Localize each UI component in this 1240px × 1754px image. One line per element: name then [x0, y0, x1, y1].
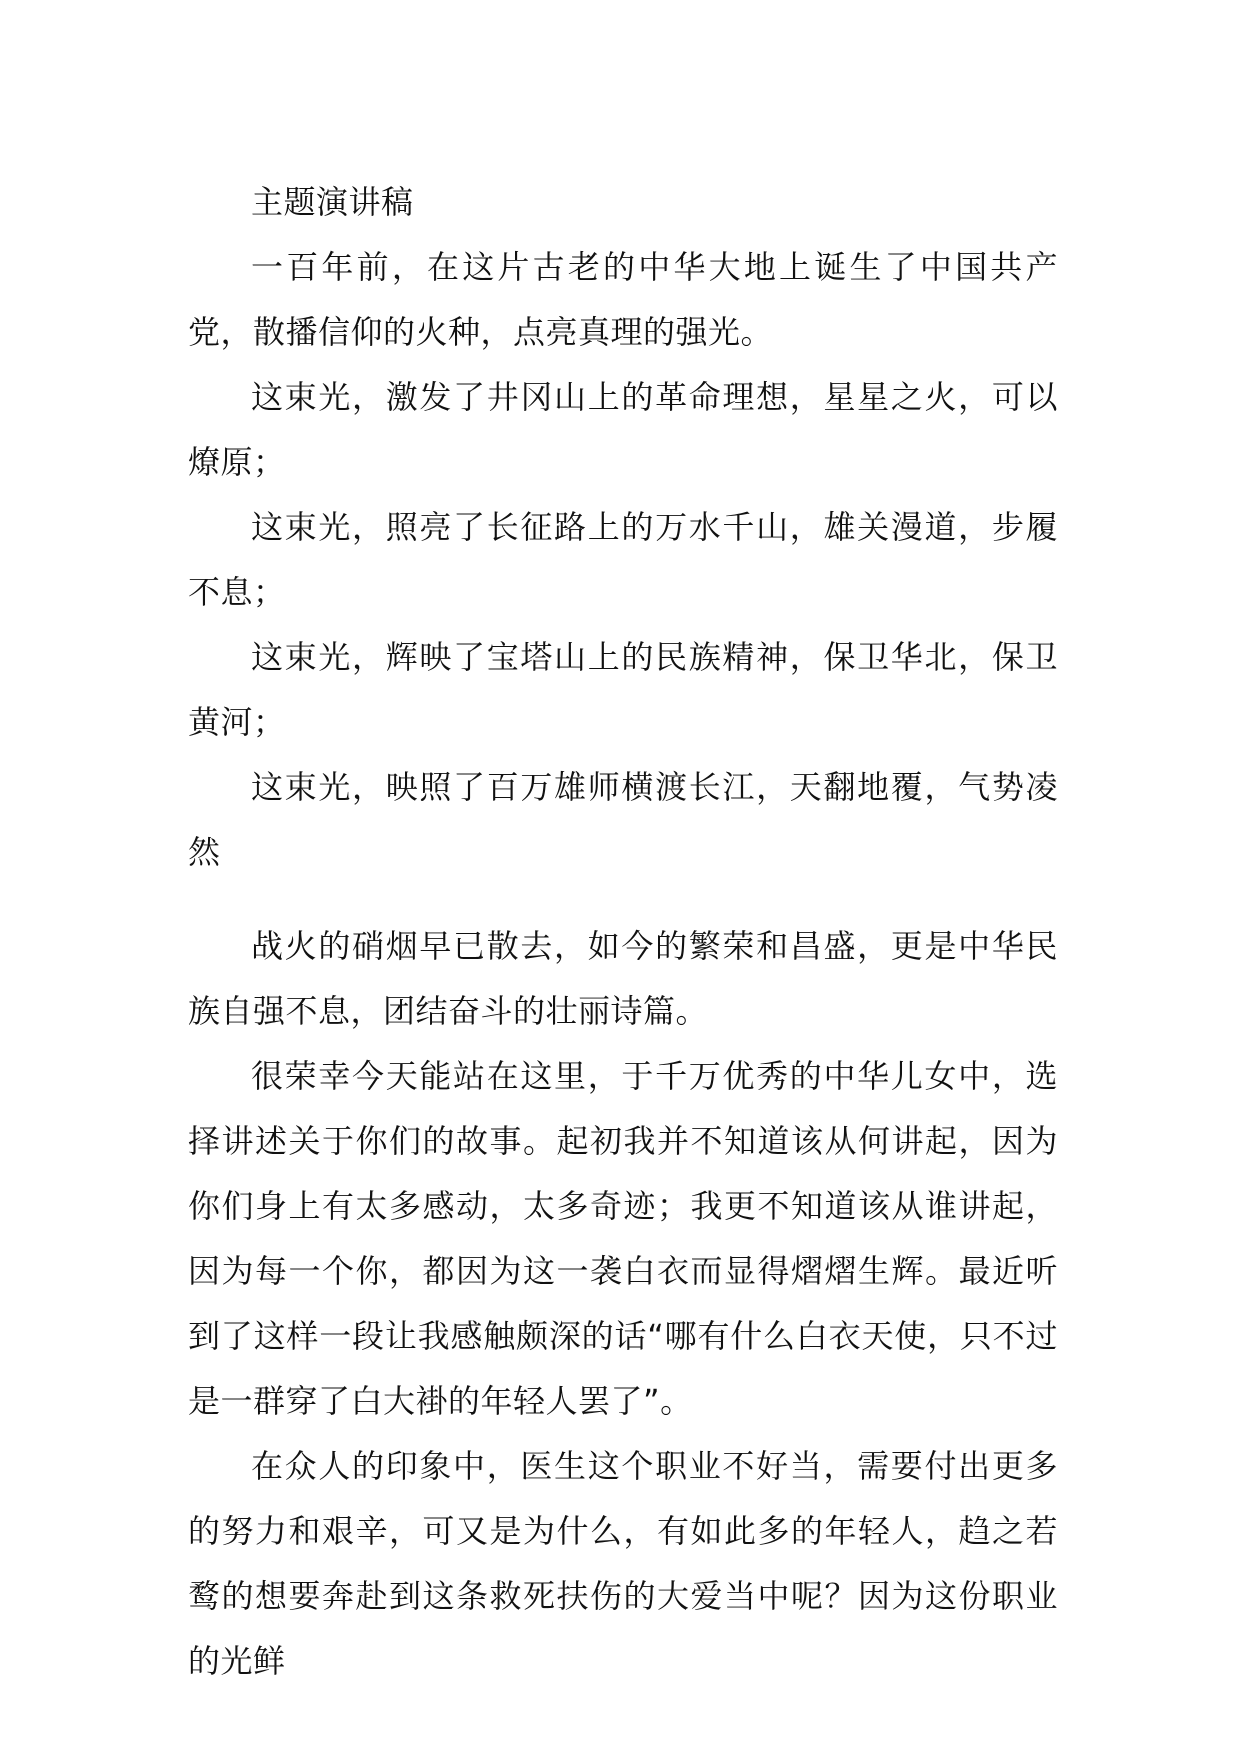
paragraph-6: 战火的硝烟早已散去，如今的繁荣和昌盛，更是中华民族自强不息，团结奋斗的壮丽诗篇。	[188, 927, 1058, 1030]
paragraph-1: 一百年前，在这片古老的中华大地上诞生了中国共产党，散播信仰的火种，点亮真理的强光。	[188, 248, 1058, 351]
document-title: 主题演讲稿	[251, 183, 414, 221]
paragraph-2: 这束光，激发了井冈山上的革命理想，星星之火，可以燎原；	[188, 378, 1058, 481]
document-body	[188, 170, 1058, 1694]
paragraph-5: 这束光，映照了百万雄师横渡长江，天翻地覆，气势凌然	[188, 768, 1058, 871]
paragraph-3: 这束光，照亮了长征路上的万水千山，雄关漫道，步履不息；	[188, 508, 1058, 611]
paragraph-8: 在众人的印象中，医生这个职业不好当，需要付出更多的努力和艰辛，可又是为什么，有如此多的年轻人，趋之若鹜的想要奔赴到这条救死扶伤的大爱当中呢？因为这份职业的光鲜	[188, 1447, 1058, 1680]
paragraph-4: 这束光，辉映了宝塔山上的民族精神，保卫华北，保卫黄河；	[188, 638, 1058, 741]
paragraph-7: 很荣幸今天能站在这里，于千万优秀的中华儿女中，选择讲述关于你们的故事。起初我并不知道该从何讲起，因为你们身上有太多感动，太多奇迹；我更不知道该从谁讲起，因为每一个你，都因为这一袭白衣而显得熠熠生辉。最近听到了这样一段让我感触颇深的话“哪有什么白衣天使，只不过是一群穿了白大褂的年轻人罢了”。	[188, 1057, 1058, 1420]
